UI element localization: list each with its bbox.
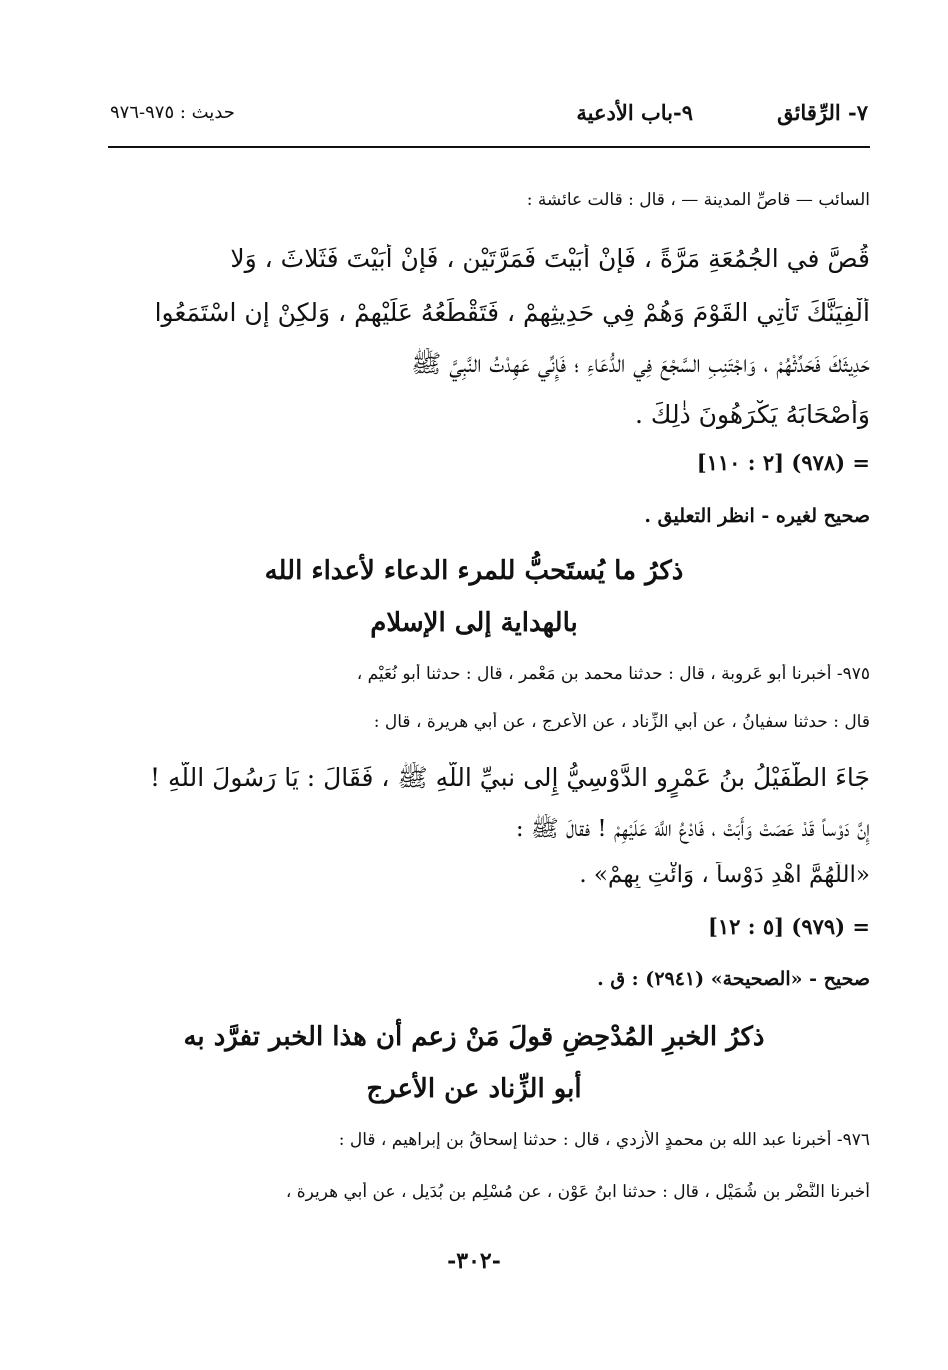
reference: = (٩٧٨) [٢ : ١١٠] [696, 450, 870, 475]
grading: صحيح لغيره - انظر التعليق . [644, 505, 870, 527]
hadith-text-line: حَدِيثَكَ فَحَدِّثْهُمْ ، وَاجْتَنِبِ السَّجْعَ فِي الدُّعَاءِ ؛ فَإِنِّي عَهِدْتُ النَّبِيَّ ﷺ [411, 349, 870, 378]
section-heading-line2: بالهداية إلى الإسلام [370, 608, 578, 638]
section-heading: ذكرُ ما يُستَحبُّ للمرء الدعاء لأعداء الله [264, 556, 684, 586]
hadith-text-line: قُصَّ في الجُمُعَةِ مَرَّةً ، فَإِنْ أَبَيْتَ فَمَرَّتَيْنِ ، فَإِنْ أَبَيْتَ فَثَلاثَ ، وَلا [230, 244, 870, 273]
grading: صحيح - «الصحيحة» (٢٩٤١) : ق . [597, 968, 870, 990]
section-heading: ذكرُ الخبرِ المُدْحِضِ قولَ مَنْ زعم أن هذا الخبر تفرَّد به [183, 1022, 765, 1052]
reference: = (٩٧٩) [٥ : ١٢] [707, 914, 870, 939]
hadith-text-line: إِنَّ دَوْساً قَدْ عَصَتْ وَأَبَتْ ، فَادْعُ اللَّهَ عَلَيْهِمْ ! فقالَ ﷺ : [515, 816, 870, 842]
hadith-text-line: «اللَّهُمَّ اهْدِ دَوْساً ، وَائْتِ بِهِمْ» . [579, 862, 870, 888]
hadith-976-chain: ٩٧٦- أخبرنا عبد الله بن محمدٍ الأزدي ، قال : حدثنا إسحاقُ بن إبراهيم ، قال : [338, 1130, 870, 1150]
hadith-976-chain: أخبرنا النَّضْر بن شُمَيْل ، قال : حدثنا ابنُ عَوْن ، عن مُسْلِمِ بن بُدَيل ، عن أبي هريرة ، [285, 1182, 870, 1202]
hadith-text-line: وَأَصْحَابَهُ يَكْرَهُونَ ذٰلِكَ . [635, 400, 870, 429]
chapter-title: ٩-باب الأدعية [576, 100, 693, 125]
hadith-text-line: جَاءَ الطُّفَيْلُ بنُ عَمْرٍو الدَّوْسِيُّ إِلى نبيِّ اللَّهِ ﷺ ، فَقَالَ : يَا رَسُولَ اللَّهِ ! [149, 763, 870, 792]
book-section-title: ٧- الرِّقائق [777, 100, 868, 125]
page-number: -٣٠٢- [447, 1248, 501, 1274]
section-heading-line2: أبو الزِّناد عن الأعرج [366, 1074, 582, 1104]
hadith-range: حديث : ٩٧٥-٩٧٦ [110, 102, 235, 123]
hadith-text-line: أُلْفِيَنَّكَ تَأْتِي القَوْمَ وَهُمْ فِي حَدِيثِهِمْ ، فَتَقْطَعُهُ عَلَيْهِمْ ، وَلكِنْ إِن اسْتَمَعُوا [154, 298, 870, 327]
narration-chain: السائب — قاصِّ المدينة — ، قال : قالت عائشة : [526, 190, 870, 210]
hadith-975-chain: قال : حدثنا سفيانُ ، عن أبي الزِّناد ، عن الأعرج ، عن أبي هريرة ، قال : [373, 712, 870, 732]
header-rule [108, 146, 870, 148]
hadith-975-chain: ٩٧٥- أخبرنا أبو عَروبة ، قال : حدثنا محمد بن مَعْمر ، قال : حدثنا أبو نُعَيْم ، [356, 664, 870, 684]
